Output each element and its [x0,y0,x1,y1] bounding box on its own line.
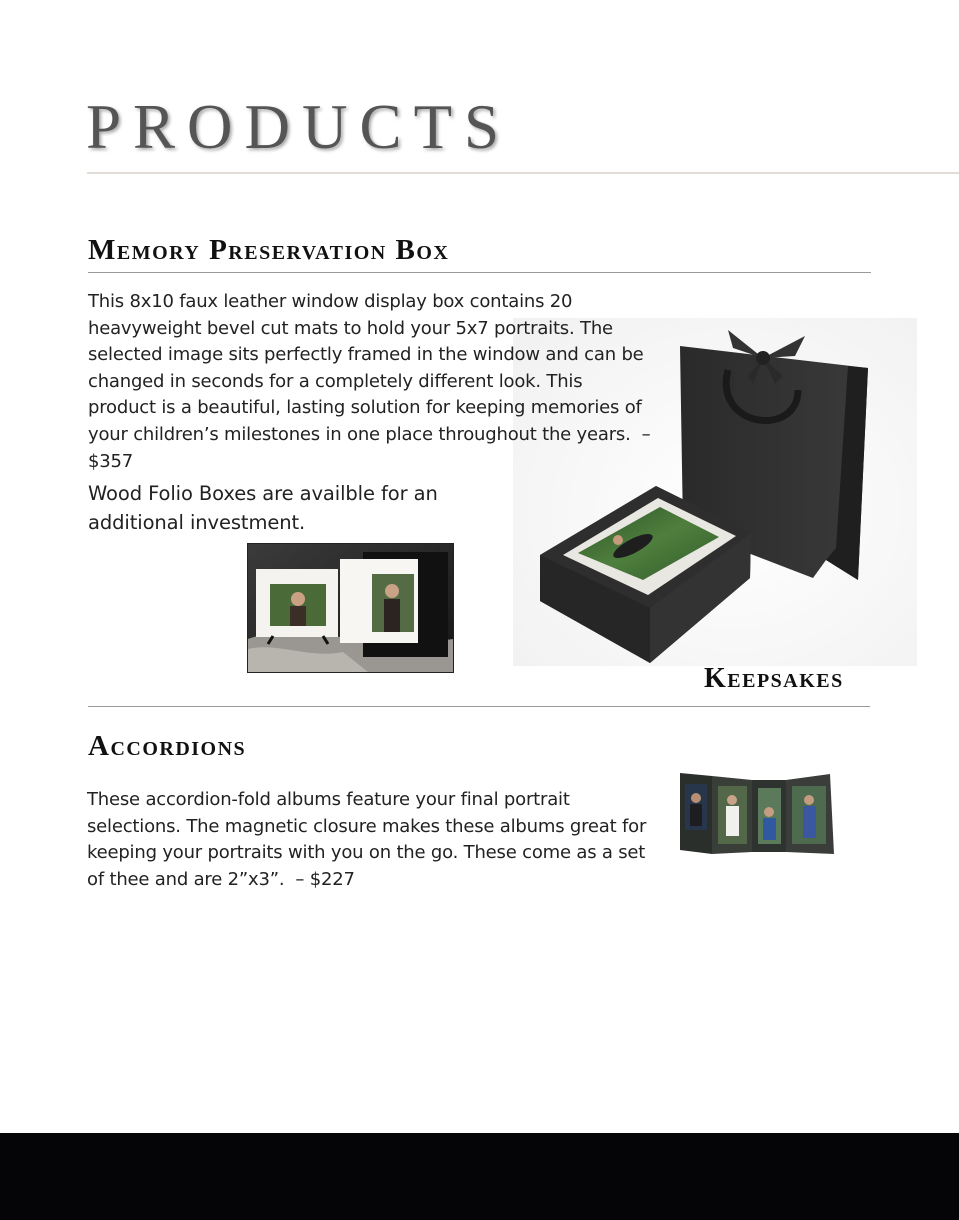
memory-box-divider [88,272,871,273]
accordions-description-text: These accordion-fold albums feature your final portrait selections. The magnetic closure makes these albums great for keeping your portraits with you on the go. These come as a set of thee and are 2”x3”. [87,789,647,890]
memory-box-description [88,289,653,475]
folio-box-note: Wood Folio Boxes are availble for an additional investment. [88,482,438,534]
memory-box-description-text: This 8x10 faux leather window display box contains 20 heavyweight bevel cut mats to hold your 5x7 portraits. The selected image sits perfectly framed in the window and can be changed in seconds for a completely different look. This product is a beautiful, lasting solution for keeping memories of your children’s milestones in one place throughout the years. [88,291,644,445]
memory-box-price: – $357 [88,423,651,472]
keepsakes-label: Keepsakes [704,663,844,694]
accordions-price: – $227 [295,868,355,890]
footer-bar [0,1133,959,1220]
folio-boxes-photo [247,543,454,673]
accordion-albums-photo [678,770,836,858]
accordions-description [87,787,667,893]
title-divider [87,172,959,174]
page-title: PRODUCTS [86,92,512,162]
keepsakes-divider [88,706,870,707]
accordions-heading: Accordions [88,730,247,762]
memory-box-heading: Memory Preservation Box [88,234,450,266]
